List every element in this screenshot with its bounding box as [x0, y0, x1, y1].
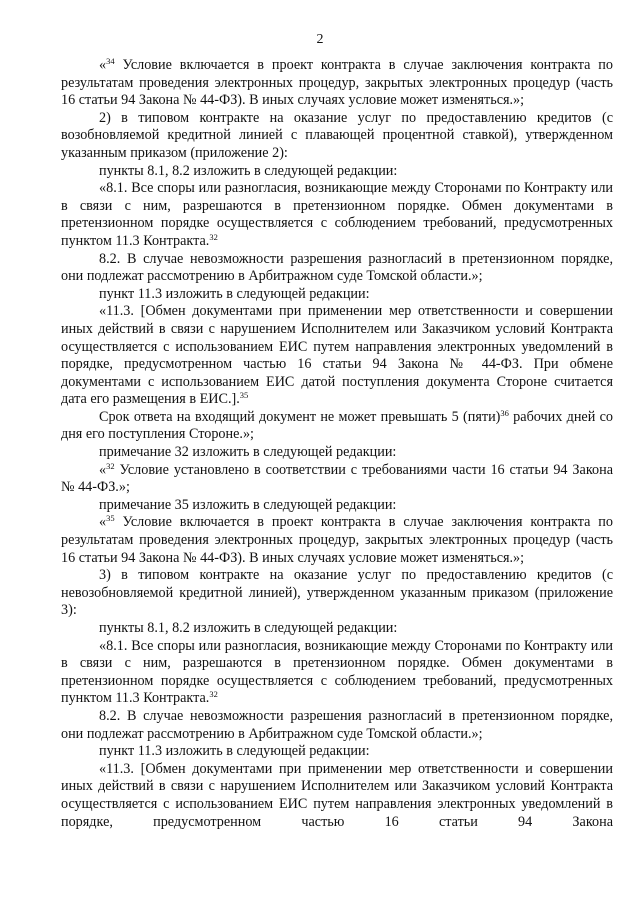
- paragraph-text: «: [99, 514, 107, 531]
- paragraph: [61, 620, 613, 638]
- paragraph: [61, 180, 613, 250]
- paragraph-text: «: [99, 57, 107, 73]
- paragraph-text: Срок ответа на входящий документ не может превышать 5 (пяти): [99, 408, 501, 425]
- paragraph-text: примечание 32 изложить в следующей редакции:: [99, 444, 397, 461]
- paragraph: [61, 409, 613, 444]
- paragraph: [61, 57, 613, 110]
- paragraph: [61, 761, 613, 831]
- footnote-ref: 36: [500, 407, 509, 418]
- paragraph-text: «8.1. Все споры или разногласия, возникающие между Сторонами по Контракту или в связи с ним, разрешаются в претензионном порядке. Обмен документами в претензионном порядке осуществляется с соблюдением требований, предусмотренных пунктом 11.3 Контракта.: [61, 637, 613, 707]
- footnote-ref: 35: [239, 390, 249, 401]
- footnote-ref: 32: [106, 460, 115, 471]
- paragraph-text: 8.2. В случае невозможности разрешения разногласий в претензионном порядке, они подлежат рассмотрению в Арбитражном суде Томской области.»;: [61, 250, 613, 285]
- paragraph-text: пункт 11.3 изложить в следующей редакции:: [99, 285, 370, 302]
- paragraph-text: примечание 35 изложить в следующей редакции:: [99, 496, 397, 513]
- paragraph: [61, 514, 613, 567]
- paragraph-text: Условие включается в проект контракта в случае заключения контракта по результатам проведения электронных процедур, закрытых электронных процедур (часть 16 статьи 94 Закона № 44-ФЗ). В иных случаях условие может изменяться.»;: [61, 514, 613, 566]
- paragraph: [61, 163, 613, 181]
- paragraph-text: «: [99, 461, 107, 478]
- page-number: 2: [316, 32, 324, 47]
- paragraph-text: 8.2. В случае невозможности разрешения разногласий в претензионном порядке, они подлежат рассмотрению в Арбитражном суде Томской области.»;: [61, 707, 613, 742]
- paragraph-text: «8.1. Все споры или разногласия, возникающие между Сторонами по Контракту или в связи с ним, разрешаются в претензионном порядке. Обмен документами в претензионном порядке осуществляется с соблюдением требований, предусмотренных пунктом 11.3 Контракта.: [61, 180, 613, 249]
- paragraph-text: рабочих дней со дня его поступления Стороне.»;: [61, 408, 613, 443]
- footnote-ref: 35: [106, 513, 115, 524]
- paragraph-text: 3) в типовом контракте на оказание услуг по предоставлению кредитов (с невозобновляемой кредитной линией), утвержденном указанным приказом (приложение 3):: [61, 567, 613, 619]
- paragraph-text: пункты 8.1, 8.2 изложить в следующей редакции:: [99, 620, 398, 636]
- paragraph: [61, 497, 613, 515]
- paragraph-text: 2) в типовом контракте на оказание услуг по предоставлению кредитов (с возобновляемой кредитной линией с плавающей процентной ставкой), утвержденном указанным приказом (приложение 2):: [61, 109, 613, 161]
- paragraph: [61, 743, 613, 761]
- paragraph: [61, 286, 613, 304]
- paragraph: [61, 638, 613, 708]
- paragraph-text: Условие установлено в соответствии с требованиями части 16 статьи 94 Закона № 44-ФЗ.»;: [61, 461, 613, 496]
- paragraph: [61, 110, 613, 163]
- paragraph: [61, 444, 613, 462]
- paragraph: [61, 567, 613, 620]
- paragraph: [61, 462, 613, 497]
- paragraph-text: пункты 8.1, 8.2 изложить в следующей редакции:: [99, 162, 398, 179]
- paragraph-text: «11.3. [Обмен документами при применении мер ответственности и совершении иных действий в связи с нарушением Исполнителем или Заказчиком условий Контракта осуществляется с использованием ЕИС путем направления электронных уведомлений в порядке, предусмотренном частью 16 статьи 94 Закона № 44-ФЗ. При обмене документами с использованием ЕИС датой поступления документа Стороне считается дата его размещения в ЕИС.].: [61, 303, 613, 408]
- paragraph: [61, 303, 613, 409]
- paragraph-text: Условие включается в проект контракта в случае заключения контракта по результатам проведения электронных процедур, закрытых электронных процедур (часть 16 статьи 94 Закона № 44-ФЗ). В иных случаях условие может изменяться.»;: [61, 57, 613, 109]
- paragraph: [61, 251, 613, 286]
- paragraph-text: пункт 11.3 изложить в следующей редакции:: [99, 743, 370, 760]
- paragraph-text: «11.3. [Обмен документами при применении мер ответственности и совершении иных действий в связи с нарушением Исполнителем или Заказчиком условий Контракта осуществляется с использованием ЕИС путем направления электронных уведомлений в порядке, предусмотренном частью 16 статьи 94 Закона: [61, 760, 613, 830]
- document-body: [61, 57, 613, 831]
- paragraph: [61, 708, 613, 743]
- footnote-ref: 32: [209, 689, 218, 700]
- footnote-ref: 34: [106, 56, 115, 66]
- footnote-ref: 32: [209, 231, 218, 242]
